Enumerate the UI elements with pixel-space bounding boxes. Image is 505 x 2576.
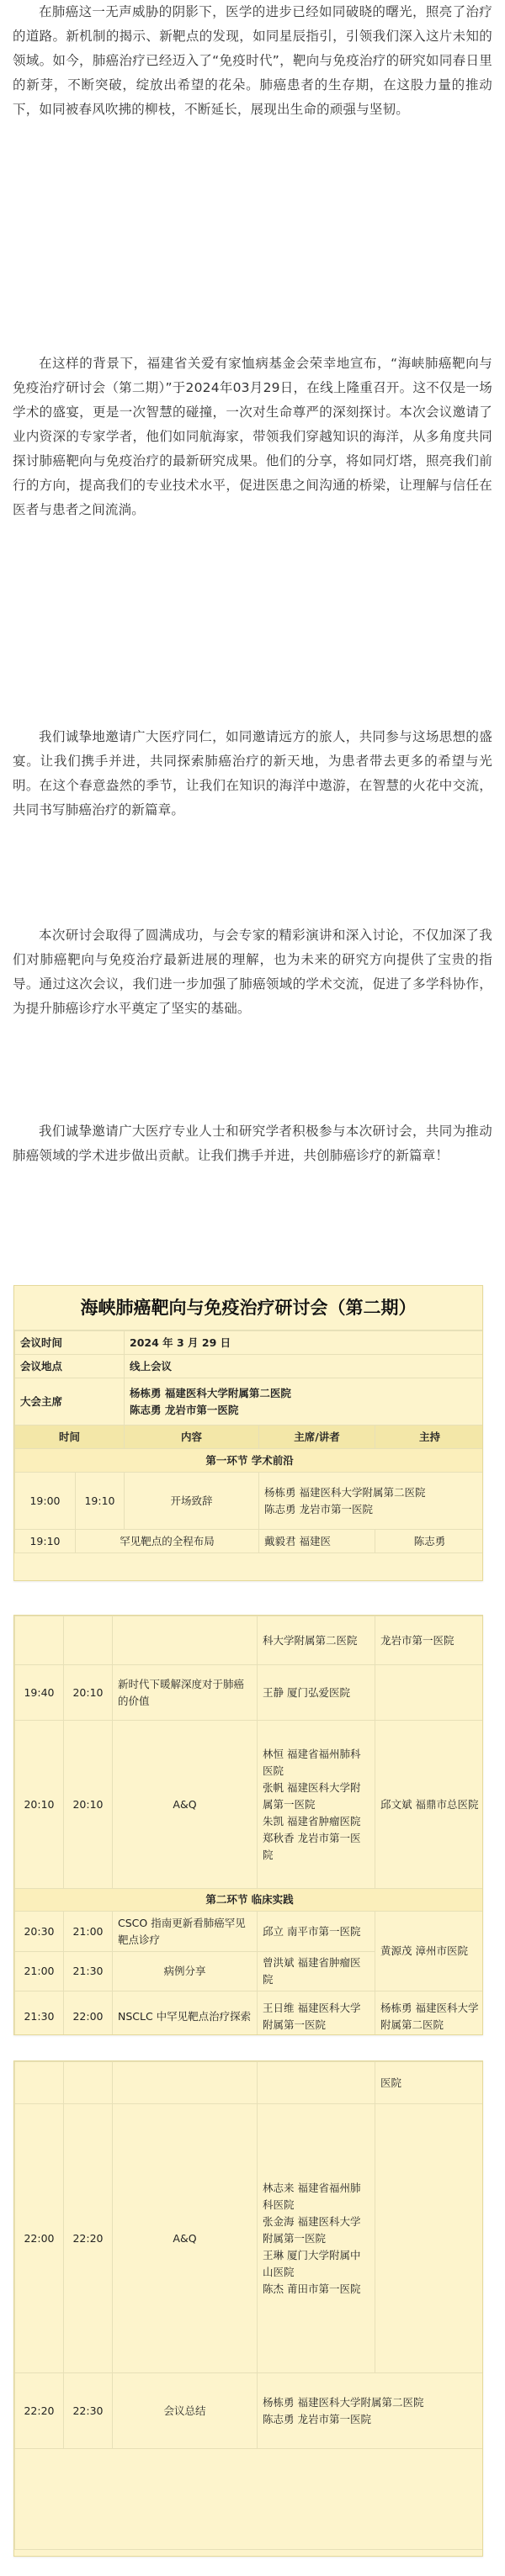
meta-label: 会议时间 [15,1331,125,1355]
header-time: 时间 [15,1426,125,1449]
meta-row-chair [15,1378,484,1426]
end-time: 20:10 [64,1721,113,1889]
table-row [15,1721,484,1889]
session-speaker [258,1721,375,1889]
meta-value: 2024 年 3 月 29 日 [125,1331,483,1355]
session-speaker: 科大学附属第二医院 [258,1616,375,1665]
start-time: 20:10 [15,1721,64,1889]
header-content: 内容 [125,1426,259,1449]
session-host: 龙岩市第一医院 [375,1616,484,1665]
meta-row-location [15,1355,484,1378]
schedule-table [14,1616,483,2035]
table-row [15,1992,484,2036]
header-host: 主持 [375,1426,483,1449]
session-content: 新时代下暖解深度对于肺癌的价值 [113,1665,258,1721]
section-row [15,1889,484,1912]
session-content: NSCLC 中罕见靶点治疗探索 [113,1992,258,2036]
section-row [15,1449,484,1473]
empty-cell [113,2062,258,2104]
speaker-line: 张帆 福建医科大学附属第一医院 [263,1780,361,1811]
speaker-line: 林恒 福建省福州肺科医院 [263,1747,361,1777]
session-host: 杨栋勇 福建医科大学附属第二医院 [375,1992,484,2036]
session-content: CSCO 指南更新看肺癌罕见靶点诊疗 [113,1912,258,1952]
table-row [15,2062,484,2104]
speaker-line: 杨栋勇 福建医科大学附属第二医院 [263,2395,424,2409]
session-speaker: 曾洪斌 福建省肿瘤医院 [258,1952,375,1992]
end-time: 22:00 [64,1992,113,2036]
table-header [15,1426,484,1449]
speaker-line: 陈志勇 龙岩市第一医院 [264,1502,373,1515]
table-row [15,2373,484,2449]
schedule-title: 海峡肺癌靶向与免疫治疗研讨会（第二期） [14,1286,482,1330]
session-host: 黄源茂 漳州市医院 [375,1912,484,1992]
meta-value: 线上会议 [125,1355,483,1378]
meta-label: 会议地点 [15,1355,125,1378]
session-content: A&Q [113,1721,258,1889]
article-paragraph: 我们诚挚地邀请广大医疗同仁，如同邀请远方的旅人，共同参与这场思想的盛宴。让我们携手并进，共同探索肺癌治疗的新天地，为患者带去更多的希望与光明。在这个春意盎然的季节，让我们在知识的海洋中遨游，在智慧的火花中交流，共同书写肺癌治疗的新篇章。 [13,729,492,817]
schedule-table [14,2061,483,2550]
empty-cell [113,1616,258,1665]
speaker-line: 林志来 福建省福州肺科医院 [263,2181,361,2211]
meta-label: 大会主席 [15,1378,125,1426]
end-time: 21:00 [64,1912,113,1952]
empty-cell [15,2062,64,2104]
speaker-line: 郑秋香 龙岩市第一医院 [263,1831,361,1861]
empty-cell [64,2062,113,2104]
end-time: 20:10 [64,1665,113,1721]
schedule-card-part2 [13,1615,483,2035]
empty-cell [64,1616,113,1665]
article-paragraph: 在肺癌这一无声威胁的阴影下，医学的进步已经如同破晓的曙光，照亮了治疗的道路。新机制的揭示、新靶点的发现，如同星辰指引，引领我们深入这片未知的领域。如今，肺癌治疗已经迈入了“免疫时代”，靶向与免疫治疗的研究如同春日里的新芽，不断突破，绽放出希望的花朵。肺癌患者的生存期，在这股力量的推动下，如同被春风吹拂的柳枝，不断延长，展现出生命的顽强与坚韧。 [13,4,492,117]
empty-cell [15,2449,484,2550]
session-host: 邱文斌 福鼎市总医院 [375,1721,484,1889]
table-row [15,2104,484,2373]
session-content: 病例分享 [113,1952,258,1992]
start-time: 20:30 [15,1912,64,1952]
meta-row-time [15,1331,484,1355]
meta-value [125,1378,483,1426]
schedule-table [14,1330,483,1553]
speaker-line: 朱凯 福建省肿瘤医院 [263,1814,361,1828]
session-speaker: 王日维 福建医科大学附属第一医院 [258,1992,375,2036]
table-row [15,1912,484,1952]
session-speaker [259,1473,483,1530]
header-speaker: 主席/讲者 [259,1426,375,1449]
empty-cell [375,2104,484,2373]
table-row [15,1616,484,1665]
section-title: 第一环节 学术前沿 [15,1449,484,1473]
speaker-line: 王琳 厦门大学附属中山医院 [263,2248,361,2278]
article-paragraph: 我们诚挚邀请广大医疗专业人士和研究学者积极参与本次研讨会，共同为推动肺癌领域的学术进步做出贡献。让我们携手并进，共创肺癌诊疗的新篇章！ [13,1124,492,1163]
session-host: 陈志勇 [375,1530,483,1553]
empty-cell [375,1665,484,1721]
table-row [15,2449,484,2550]
session-speaker [258,2104,375,2373]
table-row [15,1473,484,1530]
article-body [0,0,505,1203]
session-speaker: 邱立 南平市第一医院 [258,1912,375,1952]
start-time: 19:40 [15,1665,64,1721]
chair-line: 陈志勇 龙岩市第一医院 [130,1403,239,1416]
article-paragraph: 在这样的背景下，福建省关爱有家恤病基金会荣幸地宣布，“海峡肺癌靶向与免疫治疗研讨会（第二期）”于2024年03月29日，在线上隆重召开。这不仅是一场学术的盛宴，更是一次智慧的碰撞，一次对生命尊严的深刻探讨。本次会议邀请了业内资深的专家学者，他们如同航海家，带领我们穿越知识的海洋，从多角度共同探讨肺癌靶向与免疫治疗的最新研究成果。他们的分享，将如同灯塔，照亮我们前行的方向，提高我们的专业技术水平，促进医患之间沟通的桥梁，让理解与信任在医者与患者之间流淌。 [13,356,492,517]
table-row [15,1665,484,1721]
schedule-card-part1 [13,1285,483,1581]
empty-cell [15,1616,64,1665]
session-content: 开场致辞 [125,1473,259,1530]
session-host: 医院 [375,2062,484,2104]
speaker-line: 陈志勇 龙岩市第一医院 [263,2412,371,2425]
end-time: 22:30 [64,2373,113,2449]
session-content: A&Q [113,2104,258,2373]
schedule-card-part3 [13,2060,483,2557]
session-content: 罕见靶点的全程布局 [76,1530,259,1553]
speaker-line: 张金海 福建医科大学附属第一医院 [263,2214,361,2245]
start-time: 21:00 [15,1952,64,1992]
end-time: 19:10 [76,1473,125,1530]
session-speaker: 王静 厦门弘爱医院 [258,1665,375,1721]
end-time: 21:30 [64,1952,113,1992]
start-time: 19:00 [15,1473,76,1530]
speaker-line: 陈杰 莆田市第一医院 [263,2282,361,2295]
speaker-line: 杨栋勇 福建医科大学附属第二医院 [264,1485,426,1499]
start-time: 22:00 [15,2104,64,2373]
chair-line: 杨栋勇 福建医科大学附属第二医院 [130,1386,291,1399]
start-time: 19:10 [15,1530,76,1553]
empty-cell [258,2062,375,2104]
start-time: 21:30 [15,1992,64,2036]
article-paragraph: 本次研讨会取得了圆满成功，与会专家的精彩演讲和深入讨论，不仅加深了我们对肺癌靶向与免疫治疗最新进展的理解，也为未来的研究方向提供了宝贵的指导。通过这次会议，我们进一步加强了肺癌领域的学术交流，促进了多学科协作，为提升肺癌诊疗水平奠定了坚实的基础。 [13,928,492,1016]
session-content: 会议总结 [113,2373,258,2449]
session-speaker: 戴毅君 福建医 [259,1530,375,1553]
start-time: 22:20 [15,2373,64,2449]
end-time: 22:20 [64,2104,113,2373]
section-title: 第二环节 临床实践 [15,1889,484,1912]
table-row [15,1530,484,1553]
session-speaker [258,2373,484,2449]
